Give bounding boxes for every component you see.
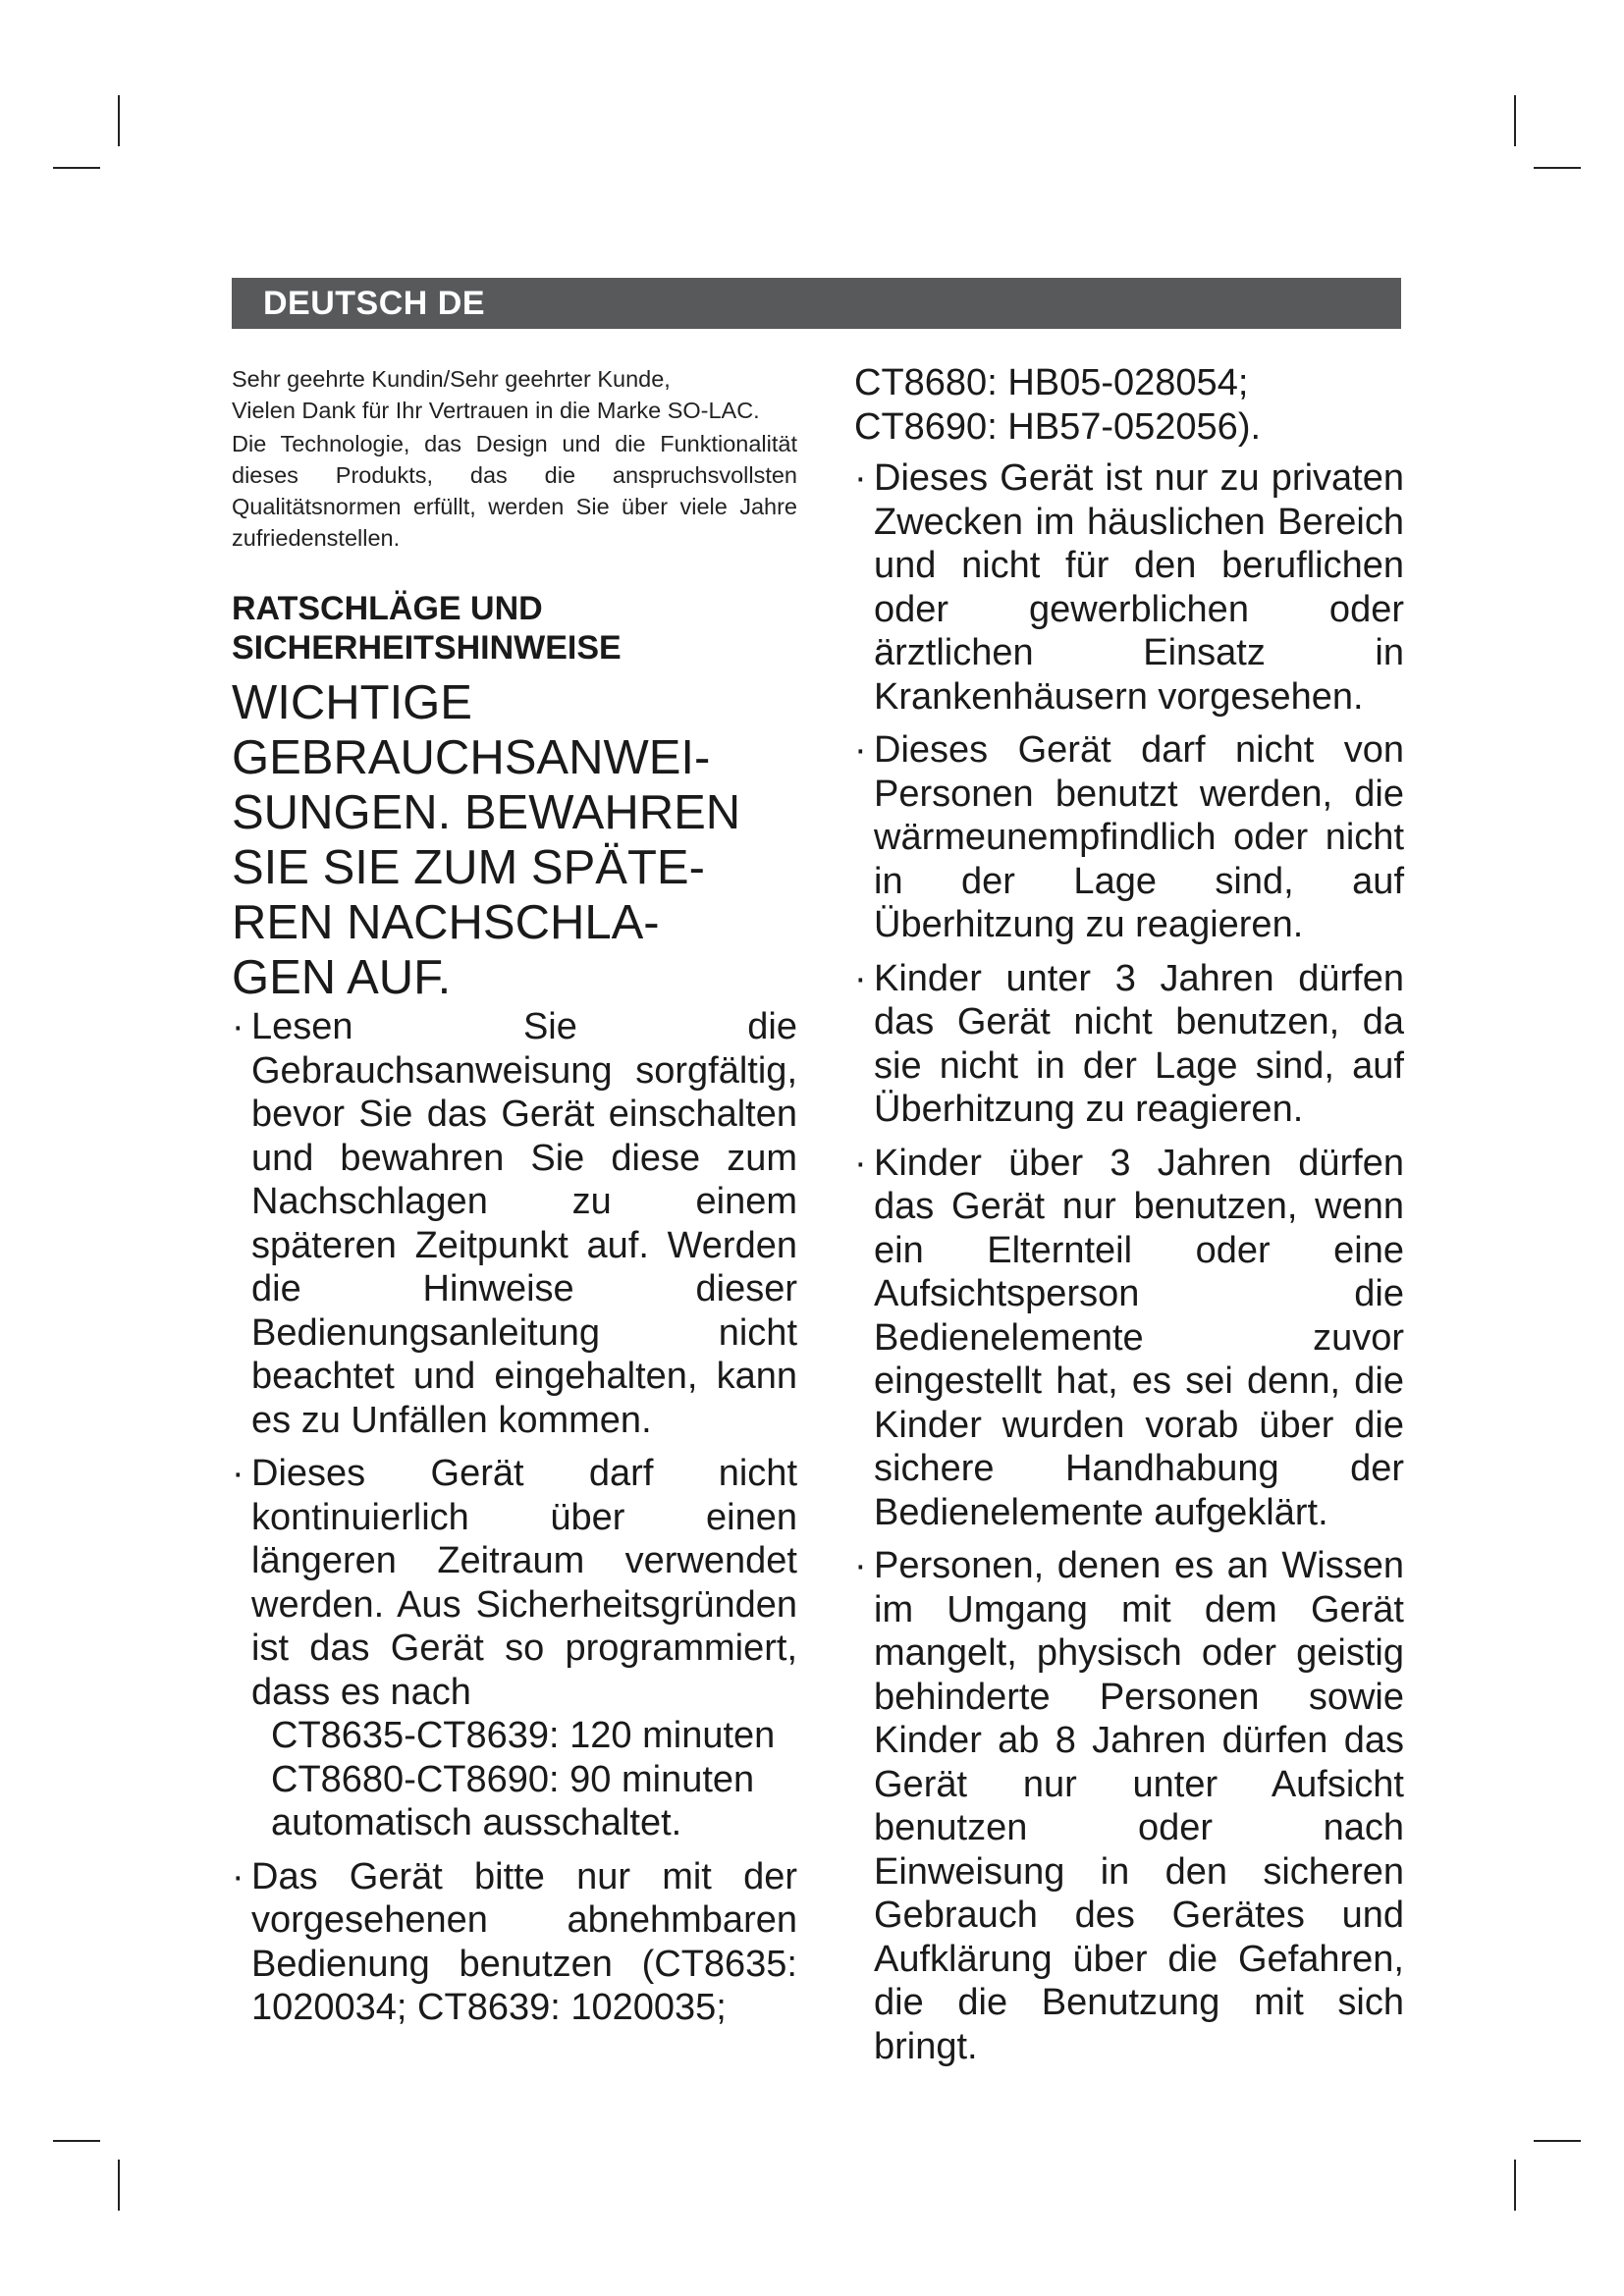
- crop-mark-top-left-vertical: [118, 95, 120, 146]
- important-line: SUNGEN. BEWAHREN: [232, 786, 741, 839]
- intro-block: [232, 363, 797, 554]
- crop-mark-top-right-horizontal: [1534, 167, 1581, 169]
- section-heading-line1: RATSCHLÄGE UND: [232, 590, 543, 627]
- right-column: [854, 361, 1404, 2078]
- list-item: [232, 1005, 797, 1442]
- list-item: [854, 728, 1404, 947]
- list-item-text: Personen, denen es an Wissen im Umgang mit dem Gerät mangelt, physisch oder geistig behinderte Personen sowie Kinder ab 8 Jahren dürfen das Gerät nur unter Aufsicht benutzen oder nach Einweisung in den sicheren Gebrauch des Gerätes und Aufklärung über die Gefahren, die die Benutzung mit sich bringt.: [874, 1545, 1404, 2067]
- crop-mark-bottom-left-horizontal: [53, 2140, 100, 2142]
- left-column: [232, 363, 797, 2040]
- bullet-dot-icon: [232, 1452, 244, 1496]
- bullet-dot-icon: [232, 1855, 244, 1899]
- section-heading-line2: SICHERHEITSHINWEISE: [232, 629, 622, 667]
- important-line: SIE SIE ZUM SPÄTE-: [232, 841, 705, 894]
- important-line: WICHTIGE: [232, 676, 472, 729]
- list-item-text: Lesen Sie die Gebrauchsanweisung sorgfältig, bevor Sie das Gerät einschalten und bewahren Sie diese zum Nachschlagen zu einem späteren Zeitpunkt auf. Werden die Hinweise dieser Bedienungsanleitung nicht beachtet und eingehalten, kann es zu Unfällen kommen.: [251, 1006, 797, 1441]
- bullet-dot-icon: [854, 728, 867, 773]
- important-notice: [232, 675, 797, 1005]
- crop-mark-bottom-right-vertical: [1514, 2160, 1516, 2211]
- list-item: [854, 957, 1404, 1132]
- intro-thanks: Vielen Dank für Ihr Vertrauen in die Marke SO-LAC.: [232, 398, 760, 423]
- bullet-dot-icon: [232, 1005, 244, 1049]
- timer-line: CT8680-CT8690: 90 minuten: [271, 1758, 755, 1800]
- list-item-text: Das Gerät bitte nur mit der vorgesehenen abnehmbaren Bedienung benutzen (CT8635: 1020034; CT8639: 1020035;: [251, 1855, 797, 2028]
- bullet-dot-icon: [854, 957, 867, 1001]
- timer-line: CT8635-CT8639: 120 minuten: [271, 1715, 776, 1756]
- crop-mark-bottom-right-horizontal: [1534, 2140, 1581, 2142]
- list-item-text: Dieses Gerät darf nicht kontinuierlich über einen längeren Zeitraum verwendet werden. Aus Sicherheitsgründen ist das Gerät so programmiert, dass es nach: [251, 1453, 797, 1713]
- important-line: GEN AUF.: [232, 951, 452, 1004]
- continuation-line: [854, 361, 1404, 405]
- section-heading: [232, 589, 797, 667]
- list-item: [854, 456, 1404, 719]
- bullet-dot-icon: [854, 456, 867, 501]
- list-item: [232, 1452, 797, 1845]
- timer-line: automatisch ausschaltet.: [271, 1802, 682, 1843]
- continuation-model: CT8680:: [854, 362, 998, 403]
- crop-mark-top-left-horizontal: [53, 167, 100, 169]
- list-item-text: Dieses Gerät ist nur zu privaten Zwecken im häuslichen Bereich und nicht für den beruflichen oder gewerblichen oder ärztlichen Einsatz in Krankenhäusern vorgesehen.: [874, 457, 1404, 718]
- list-item-text: Dieses Gerät darf nicht von Personen benutzt werden, die wärmeunempfindlich oder nicht in der Lage sind, auf Überhitzung zu reagieren.: [874, 729, 1404, 945]
- intro-greeting: Sehr geehrte Kundin/Sehr geehrter Kunde,: [232, 366, 671, 392]
- list-item: [232, 1855, 797, 2030]
- bullet-dot-icon: [854, 1544, 867, 1588]
- crop-mark-top-right-vertical: [1514, 95, 1516, 146]
- list-item-text: Kinder über 3 Jahren dürfen das Gerät nur benutzen, wenn ein Elternteil oder eine Aufsichtsperson die Bedienelemente zuvor eingestellt hat, es sei denn, die Kinder wurden vorab über die sichere Handhabung der Bedienelemente aufgeklärt.: [874, 1142, 1404, 1533]
- continuation-line: CT8690: HB57-052056).: [854, 405, 1262, 448]
- list-item: [854, 1142, 1404, 1535]
- language-header-bar: [232, 278, 1401, 329]
- left-bullet-list: [232, 1005, 797, 2030]
- right-bullet-list: [854, 456, 1404, 2068]
- important-line: GEBRAUCHSANWEI-: [232, 731, 711, 784]
- crop-mark-bottom-left-vertical: [118, 2160, 120, 2211]
- intro-description: Die Technologie, das Design und die Funktionalität dieses Produkts, das die anspruchsvollsten Qualitätsnormen erfüllt, werden Sie über viele Jahre zufriedenstellen.: [232, 431, 797, 551]
- continuation-part: HB05-028054;: [1007, 362, 1249, 403]
- list-item-text: Kinder unter 3 Jahren dürfen das Gerät nicht benutzen, da sie nicht in der Lage sind, auf Überhitzung zu reagieren.: [874, 957, 1404, 1130]
- important-line: REN NACHSCHLA-: [232, 896, 660, 949]
- list-item: [854, 1544, 1404, 2068]
- bullet-dot-icon: [854, 1142, 867, 1186]
- continuation-text: [854, 361, 1404, 449]
- language-label: DEUTSCH DE: [263, 285, 486, 322]
